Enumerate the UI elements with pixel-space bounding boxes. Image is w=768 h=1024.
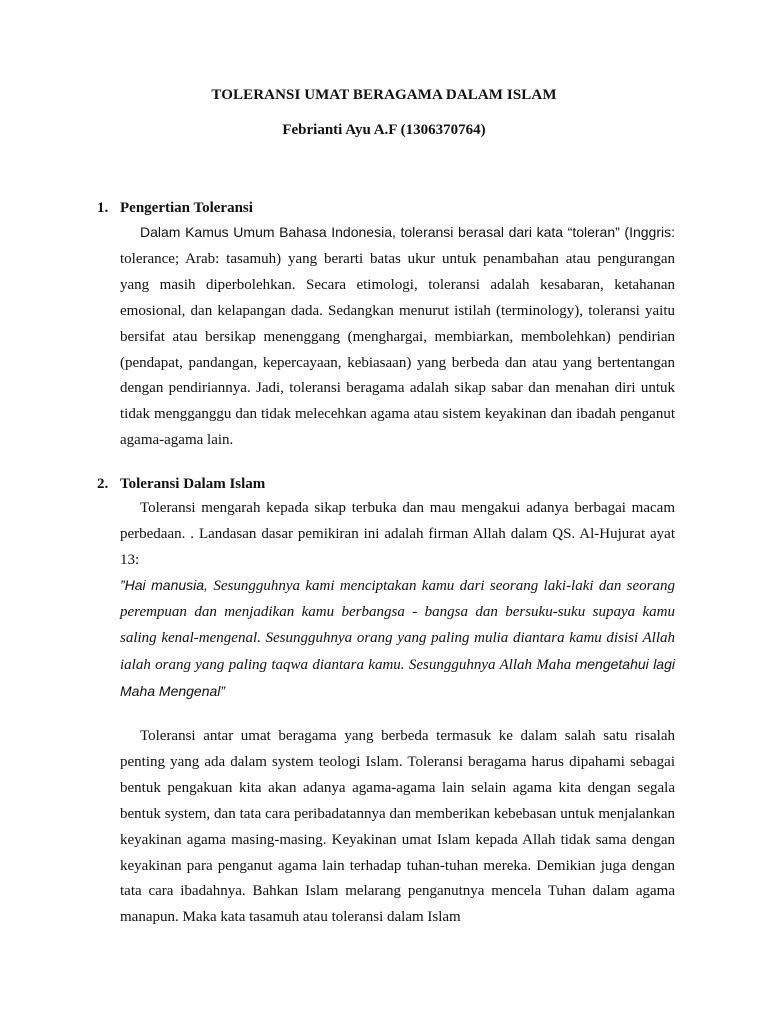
section-1-paragraph-rest: tolerance; Arab: tasamuh) yang berarti batas ukur untuk penambahan atau pengurangan yang masih diperbolehkan. Secara etimologi, toleransi adalah kesabaran, ketahanan emosional, dan kelapangan dada. Sedangkan menurut istilah (terminology), toleransi yaitu bersifat atau bersikap menenggang (menghargai, membiarkan, membolehkan) pendirian (pendapat, pandangan, kepercayaan, kebiasaan) yang berbeda dan atau yang bertentangan dengan pendiriannya. Jadi, toleransi beragama adalah sikap sabar dan menahan diri untuk tidak mengganggu dan tidak melecehkan agama atau sistem keyakinan dan ibadah penganut agama-agama lain.: [120, 250, 675, 449]
section-1-number: 1.: [97, 200, 109, 216]
section-1-paragraph-lead: Dalam Kamus Umum Bahasa Indonesia, toleransi berasal dari kata “toleran” (Inggris:: [140, 224, 675, 240]
section-2-paragraph-2: Toleransi antar umat beragama yang berbeda termasuk ke dalam salah satu risalah penting yang ada dalam system teologi Islam. Toleransi beragama harus dipahami sebagai bentuk pengakuan kita akan adanya agama-agama lain selain agama kita dengan segala bentuk system, dan tata cara peribadatannya dan memberikan kebebasan untuk menjalankan keyakinan agama masing-masing. Keyakinan umat Islam kepada Allah tidak sama dengan keyakinan para penganut agama lain terhadap tuhan-tuhan mereka. Demikian juga dengan tata cara ibadahnya. Bahkan Islam melarang penganutnya mencela Tuhan dalam agama manapun. Maka kata tasamuh atau toleransi dalam Islam: [120, 728, 675, 926]
document-author: Febrianti Ayu A.F (1306370764): [282, 122, 486, 138]
section-1-paragraph: [120, 220, 675, 454]
section-2-number: 2.: [97, 476, 109, 492]
document-title: TOLERANSI UMAT BERAGAMA DALAM ISLAM: [211, 87, 557, 103]
quote-body: Sesungguhnya kami menciptakan kamu dari seorang laki-laki dan seorang perempuan dan menjadikan kamu berbangsa - bangsa dan bersuku-suku supaya kamu saling kenal-mengenal. Sesungguhnya orang yang paling mulia diantara kamu disisi Allah ialah orang yang paling taqwa diantara kamu. Sesungguhnya Allah Maha: [120, 578, 675, 673]
section-1-title: Pengertian Toleransi: [120, 200, 253, 216]
section-2-heading: [97, 476, 265, 493]
section-2-title: Toleransi Dalam Islam: [120, 476, 266, 492]
quote-lead: ”Hai manusia,: [120, 577, 214, 593]
quran-quote: [120, 573, 675, 706]
quote-tail: mengetahui lagi Maha Mengenal”: [120, 655, 675, 699]
section-2-paragraph: Toleransi mengarah kepada sikap terbuka dan mau mengakui adanya berbagai macam perbedaan. . Landasan dasar pemikiran ini adalah firman Allah dalam QS. Al-Hujurat ayat 13:: [120, 500, 675, 568]
section-1-heading: [97, 200, 253, 217]
